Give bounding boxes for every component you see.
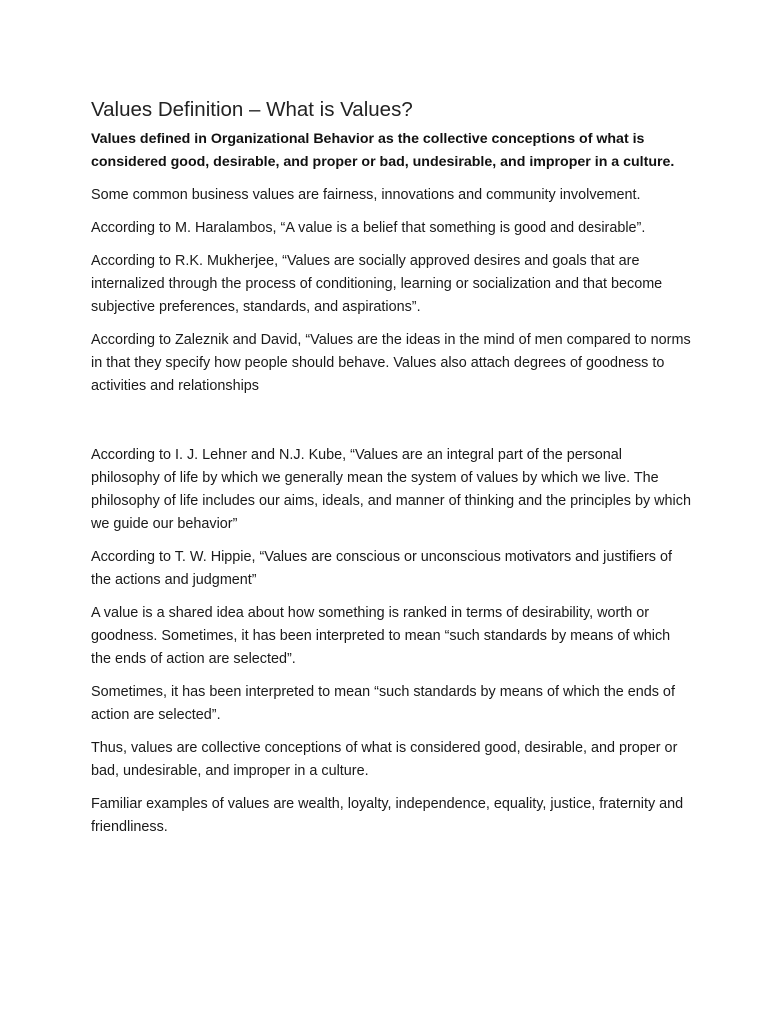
paragraph-lehner-kube: According to I. J. Lehner and N.J. Kube, “Values are an integral part of the personal philosophy of life by which we generally mean the system of values by which we live. The philosophy of life includes our aims, ideals, and manner of thinking and the principles by which we guide our behavior” <box>91 447 691 532</box>
blank-line-spacer <box>91 408 691 444</box>
document-body <box>91 96 691 849</box>
paragraph-collective-conceptions: Thus, values are collective conceptions of what is considered good, desirable, and proper or bad, undesirable, and improper in a culture. <box>91 740 678 779</box>
paragraph-zaleznik-david: According to Zaleznik and David, “Values are the ideas in the mind of men compared to norms in that they specify how people should behave. Values also attach degrees of goodness to activities and relationships <box>91 332 691 394</box>
page-title: Values Definition – What is Values? <box>91 98 413 121</box>
lead-definition: Values defined in Organizational Behavior as the collective conceptions of what is considered good, desirable, and proper or bad, undesirable, and improper in a culture. <box>91 131 675 170</box>
paragraph-familiar-examples: Familiar examples of values are wealth, loyalty, independence, equality, justice, fraternity and friendliness. <box>91 796 684 835</box>
paragraph-business-values: Some common business values are fairness, innovations and community involvement. <box>91 187 641 203</box>
paragraph-hippie: According to T. W. Hippie, “Values are conscious or unconscious motivators and justifiers of the actions and judgment” <box>91 549 672 588</box>
paragraph-shared-idea: A value is a shared idea about how something is ranked in terms of desirability, worth or goodness. Sometimes, it has been interpreted to mean “such standards by means of which the ends of action are selected”. <box>91 605 671 667</box>
paragraph-haralambos: According to M. Haralambos, “A value is a belief that something is good and desirable”. <box>91 220 646 236</box>
paragraph-mukherjee: According to R.K. Mukherjee, “Values are socially approved desires and goals that are internalized through the process of conditioning, learning or socialization and that become subjective preferences, standards, and aspirations”. <box>91 253 663 315</box>
paragraph-standards: Sometimes, it has been interpreted to mean “such standards by means of which the ends of action are selected”. <box>91 684 675 723</box>
